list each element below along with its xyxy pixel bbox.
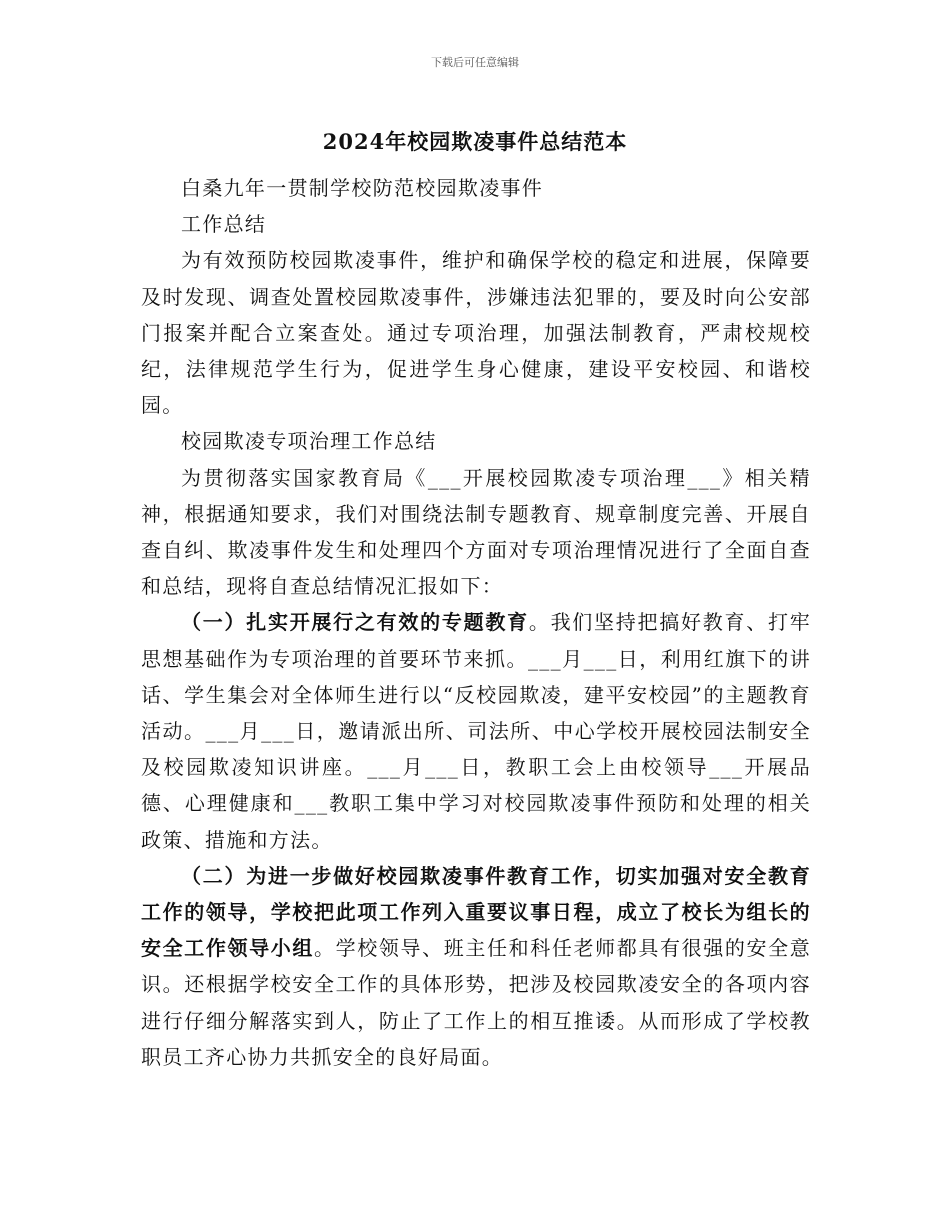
document-body (141, 170, 811, 1075)
page-header-note: 下载后可任意编辑 (431, 56, 519, 69)
item-2-heading: （二）为进一步做好校园欺凌事件教育工作，切实加强对安全教育工作的领导，学校把此项工作列入重要议事日程，成立了校长为组长的安全工作领导小组 (141, 863, 811, 961)
subtitle-line-2: 工作总结 (181, 212, 267, 237)
subtitle-line-1: 白桑九年一贯制学校防范校园欺凌事件 (181, 176, 544, 200)
document-title: 2024年校园欺凌事件总结范本 (322, 129, 628, 154)
section-heading: 校园欺凌专项治理工作总结 (181, 429, 437, 454)
item-1-heading: （一）扎实开展行之有效的专题教育 (181, 610, 529, 635)
item-1-paragraph (141, 604, 811, 857)
paragraph-background: 为贯彻落实国家教育局《___开展校园欺凌专项治理___》相关精神，根据通知要求，我们对围绕法制专题教育、规章制度完善、开展自查自纠、欺凌事件发生和处理四个方面对专项治理情况进行了全面自查和总结，现将自查总结情况汇报如下： (141, 465, 811, 599)
item-1-text: 。我们坚持把搞好教育、打牢思想基础作为专项治理的首要环节来抓。___月___日，利用红旗下的讲话、学生集会对全体师生进行以“反校园欺凌，建平安校园”的主题教育活动。___月___日，邀请派出所、司法所、中心学校开展校园法制安全及校园欺凌知识讲座。___月___日，教职工会上由校领导___开展品德、心理健康和___教职工集中学习对校园欺凌事件预防和处理的相关政策、措施和方法。 (141, 610, 811, 852)
paragraph-intro: 为有效预防校园欺凌事件，维护和确保学校的稳定和进展，保障要及时发现、调查处置校园欺凌事件，涉嫌违法犯罪的，要及时向公安部门报案并配合立案查处。通过专项治理，加强法制教育，严肃校规校纪，法律规范学生行为，促进学生身心健康，建设平安校园、和谐校园。 (141, 248, 811, 418)
item-2-paragraph (141, 858, 811, 1075)
item-2-text: 。学校领导、班主任和科任老师都具有很强的安全意识。还根据学校安全工作的具体形势，把涉及校园欺凌安全的各项内容进行仔细分解落实到人，防止了工作上的相互推诿。从而形成了学校教职员工齐心协力共抓安全的良好局面。 (141, 936, 811, 1069)
